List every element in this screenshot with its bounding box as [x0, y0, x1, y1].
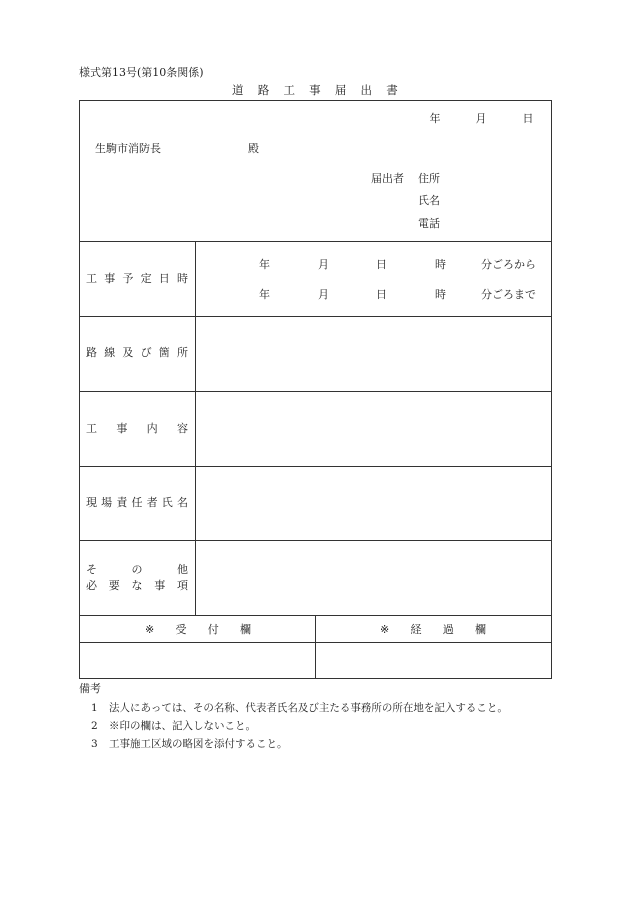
label-char: 者: [146, 496, 158, 509]
table-border-left: [79, 100, 80, 679]
label-column-divider: [195, 241, 196, 616]
note-text: ※印の欄は、記入しないこと。: [109, 720, 256, 732]
route-label: [86, 347, 188, 358]
date-year-label: 年: [429, 112, 441, 125]
honorific: 殿: [248, 142, 259, 155]
form-number: 様式第13号(第10条関係): [79, 66, 204, 79]
label-char: 箇: [158, 346, 170, 359]
label-char: な: [131, 579, 143, 592]
note-item: [91, 703, 508, 714]
schedule-to-hour: 時: [435, 288, 446, 301]
date-day-label: 日: [522, 112, 534, 125]
schedule-from-day: 日: [376, 258, 387, 271]
schedule-from-month: 月: [318, 258, 329, 271]
label-char: 欄: [474, 623, 486, 636]
label-char: 容: [176, 422, 188, 435]
label-char: 内: [146, 422, 158, 435]
row-divider: [79, 391, 552, 392]
title-char: 書: [386, 83, 398, 97]
table-border-right: [551, 100, 552, 679]
label-char: 項: [177, 579, 188, 592]
label-char: 工: [86, 422, 97, 435]
content-label: [86, 423, 188, 434]
label-char: 所: [176, 346, 188, 359]
label-char: 付: [207, 623, 219, 636]
table-border-top: [79, 100, 552, 101]
title-char: 出: [360, 83, 373, 97]
title-char: 届: [334, 83, 347, 97]
label-char: ※: [145, 623, 155, 636]
label-char: 定: [140, 272, 152, 285]
label-char: 他: [177, 563, 188, 576]
label-char: 任: [131, 496, 143, 509]
phone-label: 電話: [418, 217, 440, 230]
label-char: 工: [86, 272, 97, 285]
label-char: 予: [122, 272, 134, 285]
row-divider: [79, 466, 552, 467]
document-title: [79, 85, 551, 97]
label-char: そ: [86, 563, 97, 576]
label-char: び: [140, 346, 152, 359]
label-char: 経: [410, 623, 422, 636]
manager-label: [86, 497, 188, 508]
label-char: 時: [176, 272, 188, 285]
name-label: 氏名: [418, 194, 440, 207]
label-char: 場: [101, 496, 113, 509]
schedule-from-suffix: 分ごろから: [481, 258, 536, 271]
label-char: 名: [176, 496, 188, 509]
label-char: 路: [86, 346, 97, 359]
label-char: 氏: [161, 496, 173, 509]
progress-column-label: [380, 624, 486, 635]
label-char: 線: [104, 346, 116, 359]
reception-column-label: [145, 624, 251, 635]
schedule-label: [86, 273, 188, 284]
other-label-line1: [86, 564, 188, 575]
label-char: 受: [175, 623, 187, 636]
note-item: [91, 739, 288, 750]
label-char: 事: [154, 579, 166, 592]
row-divider: [79, 540, 552, 541]
row-divider: [79, 316, 552, 317]
label-char: 現: [86, 496, 97, 509]
label-char: の: [131, 563, 143, 576]
schedule-to-month: 月: [318, 288, 329, 301]
label-char: 日: [158, 272, 170, 285]
note-text: 工事施工区域の略図を添付すること。: [109, 738, 288, 750]
schedule-to-year: 年: [259, 288, 270, 301]
label-char: 過: [442, 623, 454, 636]
schedule-from-year: 年: [259, 258, 270, 271]
label-char: 欄: [239, 623, 251, 636]
schedule-to-suffix: 分ごろまで: [481, 288, 536, 301]
label-char: 事: [104, 272, 116, 285]
note-number: 2: [91, 720, 98, 732]
label-char: 必: [86, 579, 97, 592]
note-number: 1: [91, 702, 98, 714]
title-char: 事: [309, 83, 321, 97]
label-char: 責: [116, 496, 128, 509]
title-char: 路: [257, 83, 270, 97]
note-item: [91, 721, 256, 732]
label-char: ※: [380, 623, 390, 636]
submitter-label: 届出者: [371, 172, 404, 185]
row-divider: [79, 241, 552, 242]
addressee: 生駒市消防長: [95, 142, 161, 155]
date-month-label: 月: [475, 112, 487, 125]
title-char: 道: [232, 83, 244, 97]
note-number: 3: [91, 738, 98, 750]
address-label: 住所: [418, 172, 440, 185]
other-label-line2: [86, 580, 188, 591]
note-text: 法人にあっては、その名称、代表者氏名及び主たる事務所の所在地を記入すること。: [109, 702, 508, 714]
notes-title: 備考: [79, 682, 101, 695]
label-char: 事: [116, 422, 128, 435]
label-char: 及: [122, 346, 134, 359]
schedule-from-hour: 時: [435, 258, 446, 271]
schedule-to-day: 日: [376, 288, 387, 301]
footer-column-divider: [315, 615, 316, 679]
label-char: 要: [108, 579, 120, 592]
title-char: 工: [283, 83, 296, 97]
